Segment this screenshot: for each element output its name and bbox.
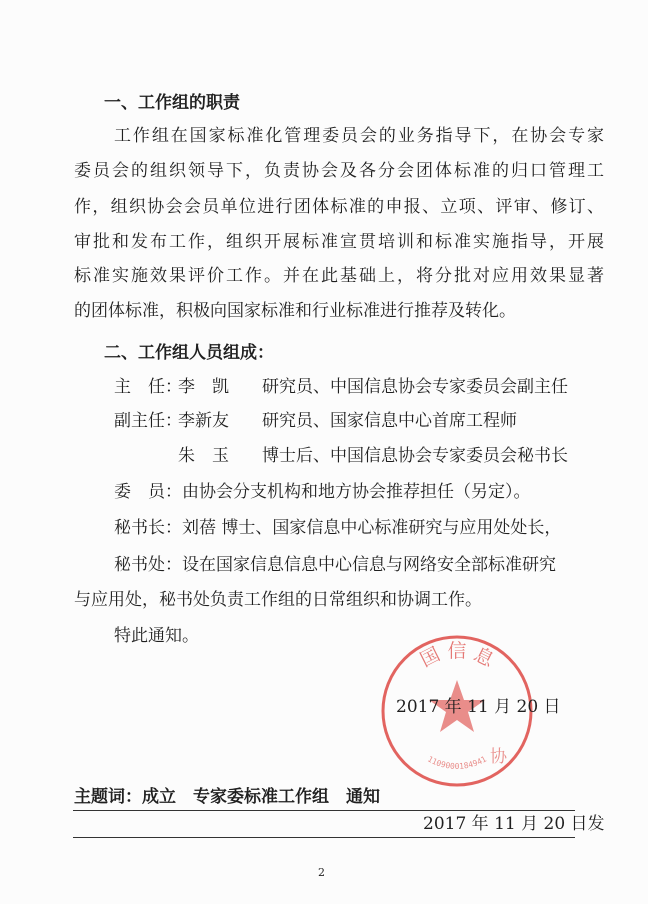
footer-rule-top [73, 810, 575, 811]
page-number: 2 [318, 866, 325, 879]
member-name: 李新友 [178, 411, 229, 431]
section2-heading: 二、工作组人员组成： [104, 343, 274, 363]
member-title: 研究员、国家信息中心首席工程师 [262, 411, 517, 431]
member-role: 副主任： [114, 411, 182, 431]
section1-line: 审批和发布工作，组织开展标准宣贯培训和标准实施指导，开展 [74, 232, 604, 252]
seal-serial-text: 1109000184941 [426, 754, 488, 771]
section1-line: 作，组织协会会员单位进行团体标准的申报、立项、评审、修订、 [74, 197, 604, 217]
closing-text: 特此通知。 [114, 626, 199, 646]
seal-top-text: 国 信 息 [416, 640, 498, 672]
section1-line: 工作组在国家标准化管理委员会的业务指导下，在协会专家 [114, 126, 604, 146]
member-name: 李 凯 [178, 377, 229, 397]
member-role: 主 任： [114, 377, 182, 397]
member-title: 研究员、中国信息协会专家委员会副主任 [262, 377, 568, 397]
section1-heading: 一、工作组的职责 [104, 93, 240, 113]
member-title: 博士后、中国信息协会专家委员会秘书长 [262, 446, 568, 466]
issue-date: 2017 年 11 月 20 日发 [423, 814, 605, 834]
section1-line: 委员会的组织领导下，负责协会及各分会团体标准的归口管理工 [74, 161, 604, 181]
secretariat-line: 与应用处，秘书处负责工作组的日常组织和协调工作。 [74, 590, 482, 610]
seal-bottom-text: 协 [490, 747, 507, 767]
member-name: 朱 玉 [178, 446, 229, 466]
committee-line: 委 员：由协会分支机构和地方协会推荐担任（另定）。 [114, 482, 531, 502]
section1-line: 标准实施效果评价工作。并在此基础上，将分批对应用效果显著 [74, 266, 604, 286]
signed-date: 2017 年 11 月 20 日 [396, 697, 561, 717]
secretary-general-line: 秘书长：刘蓓 博士、国家信息中心标准研究与应用处处长， [114, 518, 562, 538]
secretariat-line: 秘书处：设在国家信息信息中心信息与网络安全部标准研究 [114, 555, 556, 575]
keywords-line: 主题词：成立 专家委标准工作组 通知 [74, 787, 380, 807]
footer-rule-bottom [73, 837, 575, 838]
section1-line: 的团体标准，积极向国家标准和行业标准进行推荐及转化。 [74, 301, 516, 321]
